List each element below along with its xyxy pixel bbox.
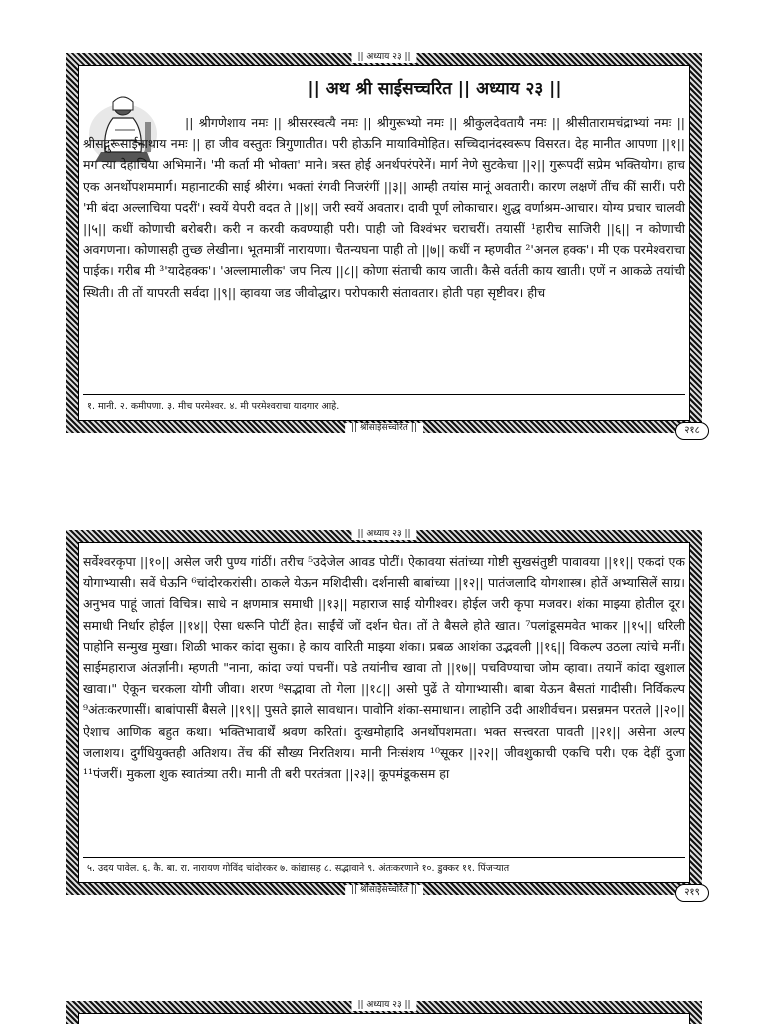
page-3-header: || अध्याय २३ || (351, 1000, 416, 1011)
page-1-content (78, 65, 690, 421)
book-page-2 (66, 529, 702, 898)
page-1-footnotes: १. मानी. २. कमीपणा. ३. मीच परमेश्वर. ४. मी परमेश्वराचा यादगार आहे. (87, 401, 340, 412)
page-1-number: २१८ (675, 422, 709, 440)
page-2-content (78, 542, 690, 883)
page-2-verses: सर्वेश्वरकृपा ||१०|| असेल जरी पुण्य गांठीं। तरीच ⁵उदेजेल आवड पोटीं। ऐकावया संतांच्या गोष्टी सुखसंतुष्टी पावावया ||११|| एकदां एक योगाभ्यासी। सवें घेऊनि ⁶चांदोरकरांसी। ठाकले येऊन मशिदीसी। दर्शनासी बाबांच्या ||१२|| पातंजलादि योगशास्त्र। होतें अभ्यासिलें साग्र। अनुभव पाहूं जातां विचित्र। साधे न क्षणमात्र समाधी ||१३|| महाराज साई योगीश्वर। होईल जरी कृपा मजवर। शंका माझ्या होतील दूर। समाधी निर्धार होईल ||१४|| ऐसा धरूनि पोटीं हेत। साईंचें जों दर्शन घेत। तों ते बैसले होते खात। ⁷पलांडूसमवेत भाकर ||१५|| धरिली पाहोनि सन्मुख मुखा। शिळी भाकर कांदा सुका। हे काय वारिती माझ्या शंका। प्रबळ आशंका उद्भवली ||१६|| विकल्प उठला त्यांचे मनीं। साईमहाराज अंतर्ज्ञानी। म्हणती "नाना, कांदा ज्यां पचनीं। पडे तयांनीच खावा तो ||१७|| पचविण्याचा जोम व्हावा। तयानें कांदा खुशाल खावा।" ऐकून चरकला योगी जीवा। शरण ⁸सद्भावा तो गेला ||१८|| असो पुढें ते योगाभ्यासी। बाबा येऊन बैसतां गादीसी। निर्विकल्प ⁹अंतःकरणासीं। बाबांपासीं बैसले ||१९|| पुसते झाले सावधान। पावोनि शंका-समाधान। लाहोनि उदी आशीर्वचन। प्रसन्नमन परतले ||२०|| ऐशाच आणिक बहुत कथा। भक्तिभावार्थें श्रवण करितां। दुःखमोहादि अनर्थोपशमता। भक्त सत्त्वरता पावती ||२१|| असेना अल्प जलाशय। दुर्गंधियुक्तही अतिशय। तेंच कीं सौख्य निरतिशय। मानी निःसंशय ¹⁰सूकर ||२२|| जीवशुकाची एकचि परी। एक देहीं दुजा ¹¹पंजरीं। मुकला शुक स्वातंत्र्या तरी। मानी ती बरी परतंत्रता ||२३|| कूपमंडूकसम हा (83, 554, 685, 782)
page-2-number: २१९ (675, 884, 709, 902)
page-2-footer: || श्रीसाईसच्चरित || (345, 885, 423, 896)
page-2-header: || अध्याय २३ || (351, 529, 416, 540)
page-2-footnotes: ५. उदय पावेल. ६. कै. बा. रा. नारायण गोविंद चांदोरकर ७. कांद्यासह ८. सद्भावाने ९. अंतःकरणाने १०. डुक्कर ११. पिंजऱ्यात (87, 863, 510, 874)
page-1-header: || अध्याय २३ || (351, 52, 416, 63)
page-1-verses: || श्रीगणेशाय नमः || श्रीसरस्वत्यै नमः || श्रीगुरूभ्यो नमः || श्रीकुलदेवतायै नमः || श्रीसीतारामचंद्राभ्यां नमः || श्रीसद्गुरूसाईनाथाय नमः || हा जीव वस्तुतः त्रिगुणातीत। परी होऊनि मायाविमोहित। सच्चिदानंदस्वरूप विसरत। देह मानीत आपणा ||१|| मग त्या देहाचिया अभिमानें। 'मी कर्ता मी भोक्ता' माने। त्रस्त होई अनर्थपरंपरेनें। मार्ग नेणे सुटकेचा ||२|| गुरूपदीं सप्रेम भक्तियोग। हाच एक अनर्थोपशममार्ग। महानाटकी साई श्रीरंग। भक्तां रंगवी निजरंगीं ||३|| आम्ही तयांस मानूं अवतारी। कारण लक्षणें तींच कीं सारीं। परी 'मी बंदा अल्लाचिया पदरीं'। स्वयें येपरी वदत ते ||४|| जरी स्वयें अवतार। दावी पूर्ण लोकाचार। शुद्ध वर्णाश्रम-आचार। योग्य प्रचार चालवी ||५|| कधीं कोणाची बरोबरी। करी न करवी कवण्याही परी। पाही जो विश्वंभर चराचरीं। तयासीं ¹हारीच साजिरी ||६|| न कोणाची अवगणना। कोणासही तुच्छ लेखीना। भूतमात्रीं नारायणा। चैतन्यघना पाही तो ||७|| कधीं न म्हणवीत ²'अनल हक्क'। मी एक परमेश्वराचा पाईक। गरीब मी ³'यादेहक्क'। 'अल्लामालीक' जप नित्य ||८|| कोणा संताची काय जाती। कैसे वर्तती काय खाती। एणें न आकळे तयांची स्थिती। ती तों यापरती सर्वदा ||९|| व्हावया जड जीवोद्धार। परोपकारी संतावतार। होती पहा सृष्टीवर। हीच (83, 115, 685, 300)
book-page-1 (66, 52, 702, 436)
footnote-divider (83, 857, 685, 858)
page-1-footer: || श्रीसाईसच्चरित || (345, 423, 423, 434)
chapter-title: || अथ श्री साईसच्चरित || अध्याय २३ || (307, 79, 562, 99)
page-3-content (78, 1013, 690, 1024)
book-page-3 (66, 1001, 702, 1024)
footnote-divider (83, 394, 685, 395)
